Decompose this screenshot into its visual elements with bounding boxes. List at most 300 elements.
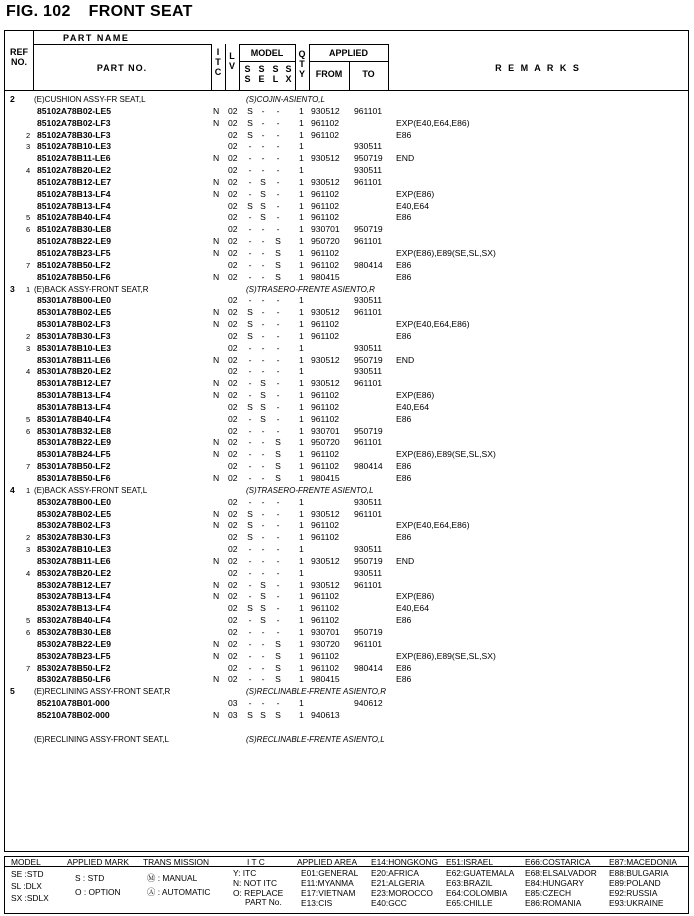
applied-to: 940612 xyxy=(354,698,383,709)
remarks: E86 xyxy=(396,615,412,626)
model-sl-mark: - xyxy=(261,638,265,649)
area-e51: E51:ISRAEL xyxy=(446,857,494,867)
part-row xyxy=(4,236,689,248)
figure-number: FIG. 102 xyxy=(6,3,71,20)
quantity: 1 xyxy=(299,461,304,472)
area-e92: E92:RUSSIA xyxy=(609,888,658,898)
applied-to: 961101 xyxy=(354,105,383,116)
quantity: 1 xyxy=(299,307,304,318)
applied-from: 961102 xyxy=(311,591,340,602)
level: 03 xyxy=(228,709,238,720)
ref-sub-number: 6 xyxy=(26,627,31,637)
applied-from: 950720 xyxy=(311,437,340,448)
quantity: 1 xyxy=(299,212,304,223)
applied-to: 950719 xyxy=(354,354,383,365)
part-number: 85301A78B22-LE9 xyxy=(37,437,112,448)
applied-to: 961101 xyxy=(354,579,383,590)
part-number: 85301A78B13-LF4 xyxy=(37,390,111,401)
model-se-mark: - xyxy=(248,662,252,673)
model-se-mark: S xyxy=(247,200,253,211)
quantity: 1 xyxy=(299,473,304,483)
level: 02 xyxy=(228,508,238,519)
remarks: E40,E64 xyxy=(396,401,429,412)
model-sl-mark: - xyxy=(261,153,265,164)
model-sx-mark: - xyxy=(276,117,280,128)
quantity: 1 xyxy=(299,378,304,389)
ref-sub-number: 7 xyxy=(26,462,31,472)
level: 02 xyxy=(228,117,238,128)
model-sx-mark: - xyxy=(276,366,280,377)
quantity: 1 xyxy=(299,698,304,709)
part-number: 85102A78B30-LE8 xyxy=(37,224,112,235)
model-col-3: S L xyxy=(272,64,279,84)
model-sx-mark: - xyxy=(276,520,280,531)
area-e84: E84:HUNGARY xyxy=(525,878,584,888)
quantity: 1 xyxy=(299,319,304,330)
remarks: E86 xyxy=(396,461,412,472)
area-e86: E86:ROMANIA xyxy=(525,898,582,908)
model-sl-mark: - xyxy=(261,354,265,365)
applied-to: 950719 xyxy=(354,153,383,164)
applied-to: 950719 xyxy=(354,555,383,566)
legend-model-se: SE :STD xyxy=(11,869,44,879)
applied-to: 930511 xyxy=(354,165,383,176)
remarks: END xyxy=(396,153,415,164)
remarks: EXP(E86) xyxy=(396,390,435,401)
itc-code: N xyxy=(213,307,220,318)
model-sl-mark: - xyxy=(261,508,265,519)
blank-row xyxy=(4,722,689,734)
part-number: 85102A78B50-LF6 xyxy=(37,271,111,282)
model-sx-mark: - xyxy=(276,544,280,555)
model-sx-mark: - xyxy=(276,532,280,543)
part-number: 85102A78B10-LE3 xyxy=(37,141,112,152)
model-se-mark: - xyxy=(248,354,252,365)
ref-sub-number: 3 xyxy=(26,545,31,555)
legend-applied-mark-label: APPLIED MARK xyxy=(67,857,129,867)
applied-to: 950719 xyxy=(354,626,383,637)
applied-from: 940613 xyxy=(311,709,340,720)
part-row xyxy=(4,272,689,284)
area-e20: E20:AFRICA xyxy=(371,868,419,878)
level: 02 xyxy=(228,401,238,412)
applied-to: 961101 xyxy=(354,176,383,187)
ref-no-header: REF NO. xyxy=(10,47,28,67)
part-name-spanish: (S)COJIN-ASIENTO,L xyxy=(246,95,325,104)
quantity: 1 xyxy=(299,129,304,140)
applied-from: 961102 xyxy=(311,401,340,412)
quantity: 1 xyxy=(299,567,304,578)
part-row xyxy=(4,343,689,355)
itc-code: N xyxy=(213,449,220,460)
model-se-mark: - xyxy=(248,650,252,661)
ref-sub-number: 3 xyxy=(26,343,31,353)
ref-sub-number: 4 xyxy=(26,568,31,578)
model-se-mark: S xyxy=(247,401,253,412)
remarks: EXP(E86),E89(SE,SL,SX) xyxy=(396,247,496,258)
part-number: 85302A78B13-LF4 xyxy=(37,591,111,602)
qty-header: Q T Y xyxy=(298,49,306,79)
quantity: 1 xyxy=(299,200,304,211)
quantity: 1 xyxy=(299,555,304,566)
part-number: 85302A78B02-LF3 xyxy=(37,520,111,531)
remarks: E40,E64 xyxy=(396,200,429,211)
applied-from: 961102 xyxy=(311,247,340,258)
applied-from: 961102 xyxy=(311,390,340,401)
applied-to: 950719 xyxy=(354,425,383,436)
part-number: 85301A78B50-LF2 xyxy=(37,461,111,472)
area-e64: E64:COLOMBIA xyxy=(446,888,508,898)
remarks: EXP(E86),E89(SE,SL,SX) xyxy=(396,449,496,460)
legend-itc-o: O: REPLACE xyxy=(233,888,284,898)
part-row xyxy=(4,414,689,426)
model-se-mark: - xyxy=(248,437,252,448)
level: 02 xyxy=(228,579,238,590)
model-se-mark: S xyxy=(247,532,253,543)
applied-from: 961102 xyxy=(311,650,340,661)
part-row xyxy=(4,710,689,722)
model-se-mark: S xyxy=(247,129,253,140)
legend-area-label: APPLIED AREA xyxy=(297,857,358,867)
applied-from: 961102 xyxy=(311,259,340,270)
remarks: EXP(E40,E64,E86) xyxy=(396,117,470,128)
part-number: 85302A78B40-LF4 xyxy=(37,615,111,626)
legend-trans-manual: Ⓜ : MANUAL xyxy=(147,873,198,883)
level: 02 xyxy=(228,224,238,235)
model-sl-mark: - xyxy=(261,650,265,661)
model-sx-mark: - xyxy=(276,354,280,365)
model-sl-mark: - xyxy=(261,555,265,566)
part-row xyxy=(4,130,689,142)
level: 02 xyxy=(228,129,238,140)
itc-code: N xyxy=(213,117,220,128)
part-row xyxy=(4,378,689,390)
model-se-mark: - xyxy=(248,342,252,353)
model-sx-mark: - xyxy=(276,200,280,211)
applied-to: 961101 xyxy=(354,378,383,389)
level: 02 xyxy=(228,425,238,436)
ref-sub-number: 1 xyxy=(26,485,31,495)
quantity: 1 xyxy=(299,615,304,626)
itc-code: N xyxy=(213,591,220,602)
level: 02 xyxy=(228,259,238,270)
level: 02 xyxy=(228,461,238,472)
quantity: 1 xyxy=(299,626,304,637)
part-row xyxy=(4,473,689,485)
part-name-english: (E)RECLINING ASSY-FRONT SEAT,R xyxy=(34,687,171,697)
model-sl-mark: - xyxy=(261,698,265,709)
quantity: 1 xyxy=(299,650,304,661)
itc-code: N xyxy=(213,176,220,187)
model-se-mark: - xyxy=(248,212,252,223)
quantity: 1 xyxy=(299,117,304,128)
model-sx-mark: S xyxy=(275,437,281,448)
level: 02 xyxy=(228,437,238,448)
itc-code: N xyxy=(213,674,220,685)
part-number: 85301A78B10-LE3 xyxy=(37,342,112,353)
remarks: END xyxy=(396,354,415,365)
part-number: 85302A78B50-LF2 xyxy=(37,662,111,673)
part-number: 85301A78B40-LF4 xyxy=(37,413,111,424)
ref-sub-number: 5 xyxy=(26,213,31,223)
model-se-mark: - xyxy=(248,449,252,460)
applied-to: 930511 xyxy=(354,342,383,353)
quantity: 1 xyxy=(299,413,304,424)
model-sl-mark: - xyxy=(261,567,265,578)
applied-from: 930512 xyxy=(311,176,340,187)
model-sx-mark: S xyxy=(275,638,281,649)
area-e17: E17:VIETNAM xyxy=(301,888,356,898)
area-e40: E40:GCC xyxy=(371,898,407,908)
part-number: 85302A78B13-LF4 xyxy=(37,603,111,614)
applied-from: 961102 xyxy=(311,188,340,199)
area-e89: E89:POLAND xyxy=(609,878,661,888)
area-e85: E85:CZECH xyxy=(525,888,572,898)
ref-sub-number: 2 xyxy=(26,331,31,341)
model-sl-mark: S xyxy=(260,378,266,389)
quantity: 1 xyxy=(299,176,304,187)
part-row xyxy=(4,580,689,592)
applied-to: 930511 xyxy=(354,544,383,555)
applied-header: APPLIED xyxy=(328,48,368,58)
legend-model-label: MODEL xyxy=(11,857,41,867)
part-row xyxy=(4,426,689,438)
part-row xyxy=(4,248,689,260)
model-se-mark: - xyxy=(248,698,252,709)
model-sl-mark: - xyxy=(261,662,265,673)
applied-to: 930511 xyxy=(354,496,383,507)
area-e13: E13:CIS xyxy=(301,898,333,908)
part-row xyxy=(4,307,689,319)
model-se-mark: - xyxy=(248,615,252,626)
part-row xyxy=(4,201,689,213)
level: 02 xyxy=(228,200,238,211)
ref-sub-number: 4 xyxy=(26,367,31,377)
part-number: 85102A78B13-LF4 xyxy=(37,188,111,199)
area-e14: E14:HONGKONG xyxy=(371,857,439,867)
quantity: 1 xyxy=(299,638,304,649)
legend-model-sx: SX :SDLX xyxy=(11,893,49,903)
part-number: 85301A78B32-LE8 xyxy=(37,425,112,436)
legend-trans-label: TRANS MISSION xyxy=(143,857,210,867)
model-sl-mark: - xyxy=(261,449,265,460)
quantity: 1 xyxy=(299,662,304,673)
model-sl-mark: - xyxy=(261,117,265,128)
part-number: 85301A78B12-LE7 xyxy=(37,378,112,389)
model-se-mark: - xyxy=(248,259,252,270)
applied-from: 930701 xyxy=(311,425,340,436)
model-se-mark: S xyxy=(247,117,253,128)
model-col-4: S X xyxy=(285,64,292,84)
model-sl-mark: S xyxy=(260,212,266,223)
model-sx-mark: S xyxy=(275,259,281,270)
itc-code: N xyxy=(213,378,220,389)
area-e63: E63:BRAZIL xyxy=(446,878,493,888)
model-sx-mark: - xyxy=(276,413,280,424)
remarks: E86 xyxy=(396,473,412,483)
model-sx-mark: S xyxy=(275,473,281,483)
model-sx-mark: S xyxy=(275,662,281,673)
model-sl-mark: S xyxy=(260,401,266,412)
area-e66: E66:COSTARICA xyxy=(525,857,591,867)
model-sx-mark: - xyxy=(276,141,280,152)
model-sx-mark: - xyxy=(276,224,280,235)
model-sl-mark: - xyxy=(261,532,265,543)
level: 03 xyxy=(228,698,238,709)
model-se-mark: - xyxy=(248,544,252,555)
part-number: 85210A78B02-000 xyxy=(37,709,110,720)
applied-to: 930511 xyxy=(354,567,383,578)
level: 02 xyxy=(228,650,238,661)
part-number: 85301A78B02-LF3 xyxy=(37,319,111,330)
model-sl-mark: S xyxy=(260,615,266,626)
remarks: E86 xyxy=(396,129,412,140)
model-sx-mark: - xyxy=(276,319,280,330)
model-se-mark: - xyxy=(248,579,252,590)
part-row xyxy=(4,295,689,307)
ref-sub-number: 1 xyxy=(26,284,31,294)
part-name-row xyxy=(4,94,689,106)
model-sx-mark: - xyxy=(276,307,280,318)
itc-code: N xyxy=(213,709,220,720)
quantity: 1 xyxy=(299,579,304,590)
quantity: 1 xyxy=(299,342,304,353)
level: 02 xyxy=(228,212,238,223)
model-sl-mark: - xyxy=(261,473,265,483)
remarks: END xyxy=(396,555,415,566)
model-sl-mark: S xyxy=(260,603,266,614)
quantity: 1 xyxy=(299,271,304,282)
applied-to: 961101 xyxy=(354,307,383,318)
itc-code: N xyxy=(213,153,220,164)
remarks: E86 xyxy=(396,662,412,673)
area-e88: E88:BULGARIA xyxy=(609,868,669,878)
applied-from: 930512 xyxy=(311,508,340,519)
model-sx-mark: S xyxy=(275,461,281,472)
remarks: E86 xyxy=(396,271,412,282)
part-number: 85210A78B01-000 xyxy=(37,698,110,709)
quantity: 1 xyxy=(299,153,304,164)
model-sx-mark: - xyxy=(276,330,280,341)
applied-from: 930512 xyxy=(311,153,340,164)
part-name-header: PART NAME xyxy=(63,33,130,43)
level: 02 xyxy=(228,247,238,258)
model-sx-mark: - xyxy=(276,579,280,590)
ref-sub-number: 4 xyxy=(26,166,31,176)
part-number: 85102A78B30-LF3 xyxy=(37,129,111,140)
part-number: 85302A78B22-LE9 xyxy=(37,638,112,649)
part-row xyxy=(4,532,689,544)
part-number: 85102A78B20-LE2 xyxy=(37,165,112,176)
applied-to: 980414 xyxy=(354,259,383,270)
level: 02 xyxy=(228,188,238,199)
remarks: EXP(E40,E64,E86) xyxy=(396,520,470,531)
itc-code: N xyxy=(213,650,220,661)
part-number: 85302A78B30-LF3 xyxy=(37,532,111,543)
part-number: 85302A78B30-LE8 xyxy=(37,626,112,637)
applied-from: 930512 xyxy=(311,105,340,116)
ref-number: 3 xyxy=(10,283,15,294)
model-sl-mark: - xyxy=(261,520,265,531)
area-e93: E93:UKRAINE xyxy=(609,898,664,908)
part-name-spanish: (S)TRASERO-FRENTE ASIENTO,L xyxy=(246,485,374,495)
part-name-spanish: (S)TRASERO-FRENTE ASIENTO,R xyxy=(246,284,375,294)
part-row xyxy=(4,366,689,378)
applied-from: 930512 xyxy=(311,307,340,318)
part-row xyxy=(4,627,689,639)
figure-name: FRONT SEAT xyxy=(88,3,193,20)
part-number: 85301A78B00-LE0 xyxy=(37,295,112,306)
applied-from: 961102 xyxy=(311,319,340,330)
quantity: 1 xyxy=(299,105,304,116)
model-se-mark: - xyxy=(248,224,252,235)
model-sl-mark: - xyxy=(261,129,265,140)
part-number: 85102A78B13-LF4 xyxy=(37,200,111,211)
part-number: 85102A78B40-LF4 xyxy=(37,212,111,223)
itc-code: N xyxy=(213,354,220,365)
part-row xyxy=(4,437,689,449)
quantity: 1 xyxy=(299,591,304,602)
model-se-mark: - xyxy=(248,366,252,377)
itc-code: N xyxy=(213,638,220,649)
part-row xyxy=(4,651,689,663)
level: 02 xyxy=(228,176,238,187)
part-row xyxy=(4,615,689,627)
part-name-english: (E)CUSHION ASSY-FR SEAT,L xyxy=(34,95,146,104)
model-sl-mark: - xyxy=(261,674,265,685)
part-name-english: (E)BACK ASSY-FRONT SEAT,R xyxy=(34,284,149,294)
part-no-header: PART NO. xyxy=(96,63,148,73)
applied-from: 980415 xyxy=(311,674,340,685)
itc-code: N xyxy=(213,105,220,116)
remarks: E86 xyxy=(396,212,412,223)
part-row xyxy=(4,355,689,367)
quantity: 1 xyxy=(299,165,304,176)
model-sl-mark: - xyxy=(261,105,265,116)
level: 02 xyxy=(228,603,238,614)
model-sl-mark: - xyxy=(261,366,265,377)
itc-code: N xyxy=(213,555,220,566)
model-sx-mark: - xyxy=(276,165,280,176)
model-sx-mark: - xyxy=(276,188,280,199)
level: 02 xyxy=(228,496,238,507)
part-number: 85301A78B20-LE2 xyxy=(37,366,112,377)
quantity: 1 xyxy=(299,366,304,377)
part-number: 85301A78B24-LF5 xyxy=(37,449,111,460)
part-name-row xyxy=(4,485,689,497)
model-sx-mark: - xyxy=(276,555,280,566)
part-number: 85102A78B50-LF2 xyxy=(37,259,111,270)
lv-header: L V xyxy=(228,51,235,71)
model-sl-mark: - xyxy=(261,544,265,555)
part-number: 85302A78B20-LE2 xyxy=(37,567,112,578)
applied-from: 961102 xyxy=(311,603,340,614)
itc-code: N xyxy=(213,437,220,448)
applied-to: 930511 xyxy=(354,295,383,306)
quantity: 1 xyxy=(299,425,304,436)
model-sl-mark: S xyxy=(260,200,266,211)
applied-from: 961102 xyxy=(311,413,340,424)
ref-number: 2 xyxy=(10,94,15,104)
applied-from: 930701 xyxy=(311,626,340,637)
quantity: 1 xyxy=(299,188,304,199)
legend-model-sl: SL :DLX xyxy=(11,881,42,891)
model-header: MODEL xyxy=(250,48,284,58)
model-sx-mark: S xyxy=(275,449,281,460)
applied-from: 930512 xyxy=(311,378,340,389)
legend-mark-std: S : STD xyxy=(75,873,105,883)
part-number: 85301A78B11-LE6 xyxy=(37,354,111,365)
